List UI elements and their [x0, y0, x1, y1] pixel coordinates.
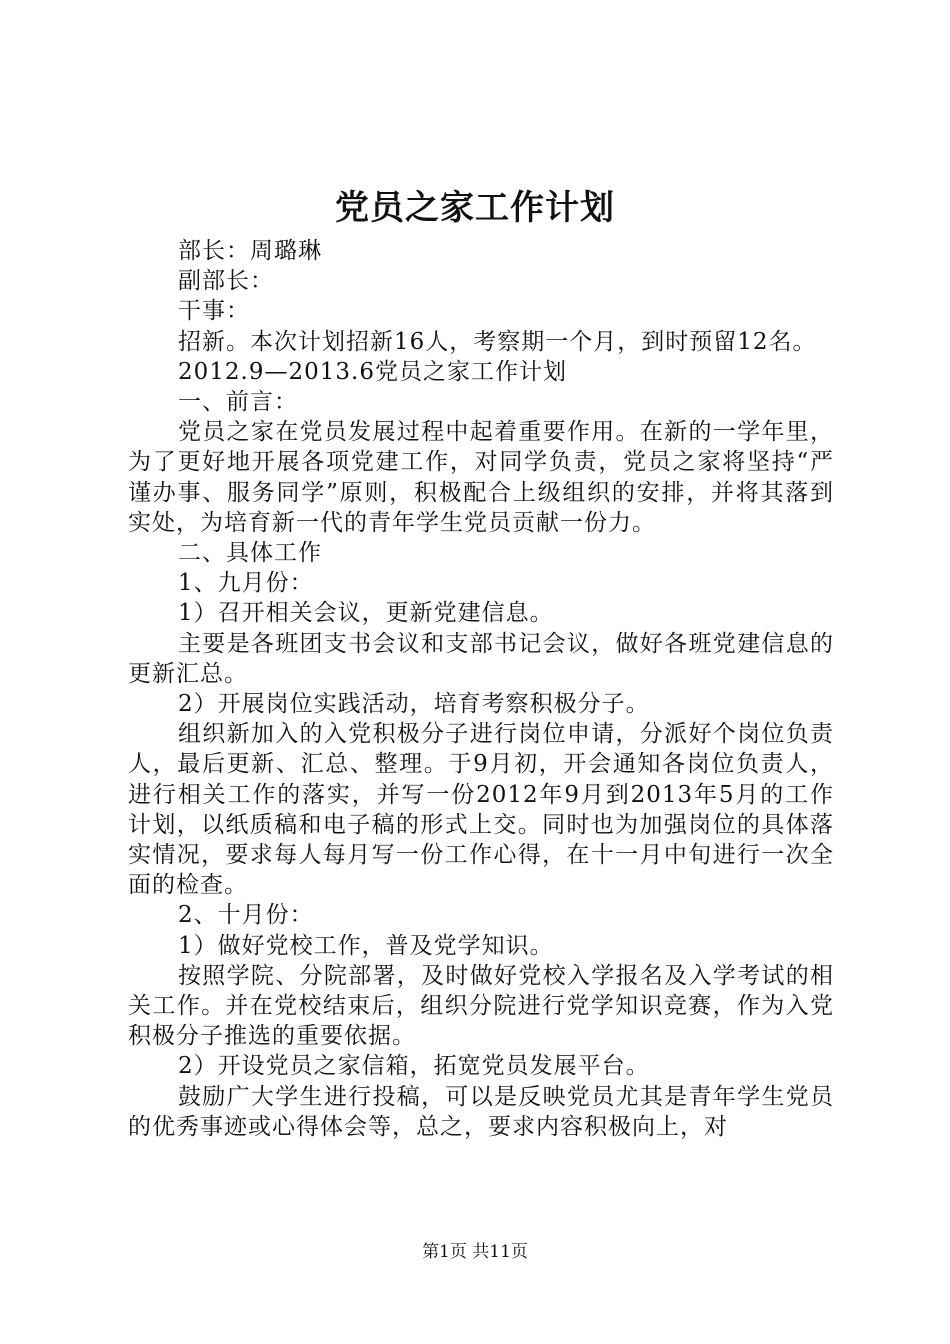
- paragraph-minister: 部长：周璐琳: [178, 238, 322, 264]
- paragraph-october-2: 鼓励广大学生进行投稿，可以是反映党员尤其是青年学生党员的优秀事迹或心得体会等，总之，要求内容积极向上，对: [128, 1083, 834, 1140]
- item-september-1: 1）召开相关会议，更新党建信息。: [178, 600, 554, 627]
- page-footer: 第1页 共11页: [422, 1242, 528, 1262]
- paragraph-vice-minister: 副部长：: [178, 268, 274, 295]
- paragraph-october-1: 按照学院、分院部署，及时做好党校入学报名及入学考试的相关工作。并在党校结束后，组织分院进行党学知识竞赛，作为入党积极分子推选的重要依据。: [128, 962, 834, 1050]
- heading-september: 1、九月份：: [178, 570, 314, 597]
- document-body: [128, 236, 834, 1142]
- paragraph-plan-period: 2012.9—2013.6党员之家工作计划: [178, 358, 567, 385]
- paragraph-september-2: 组织新加入的入党积极分子进行岗位申请，分派好个岗位负责人，最后更新、汇总、整理。于9月初，开会通知各岗位负责人，进行相关工作的落实，并写一份2012年9月到2013年5月的工作计划，以纸质稿和电子稿的形式上交。同时也为加强岗位的具体落实情况，要求每人每月写一份工作心得，在十一月中旬进行一次全面的检查。: [128, 721, 834, 899]
- paragraph-recruitment: 招新。本次计划招新16人，考察期一个月，到时预留12名。: [178, 328, 817, 355]
- paragraph-september-1: 主要是各班团支书会议和支部书记会议，做好各班党建信息的更新汇总。: [128, 630, 834, 687]
- item-october-2: 2）开设党员之家信箱，拓宽党员发展平台。: [178, 1053, 650, 1080]
- heading-preface: 一、前言：: [178, 389, 298, 416]
- paragraph-preface: 党员之家在党员发展过程中起着重要作用。在新的一学年里，为了更好地开展各项党建工作，对同学负责，党员之家将坚持“严谨办事、服务同学”原则，积极配合上级组织的安排，并将其落到实处，为培育新一代的青年学生党员贡献一份力。: [128, 419, 834, 536]
- item-september-2: 2）开展岗位实践活动，培育考察积极分子。: [178, 691, 650, 718]
- heading-specific-work: 二、具体工作: [178, 540, 322, 567]
- document-title: 党员之家工作计划: [335, 188, 615, 228]
- paragraph-staff: 干事：: [178, 298, 250, 325]
- heading-october: 2、十月份：: [178, 902, 314, 929]
- item-october-1: 1）做好党校工作，普及党学知识。: [178, 932, 554, 959]
